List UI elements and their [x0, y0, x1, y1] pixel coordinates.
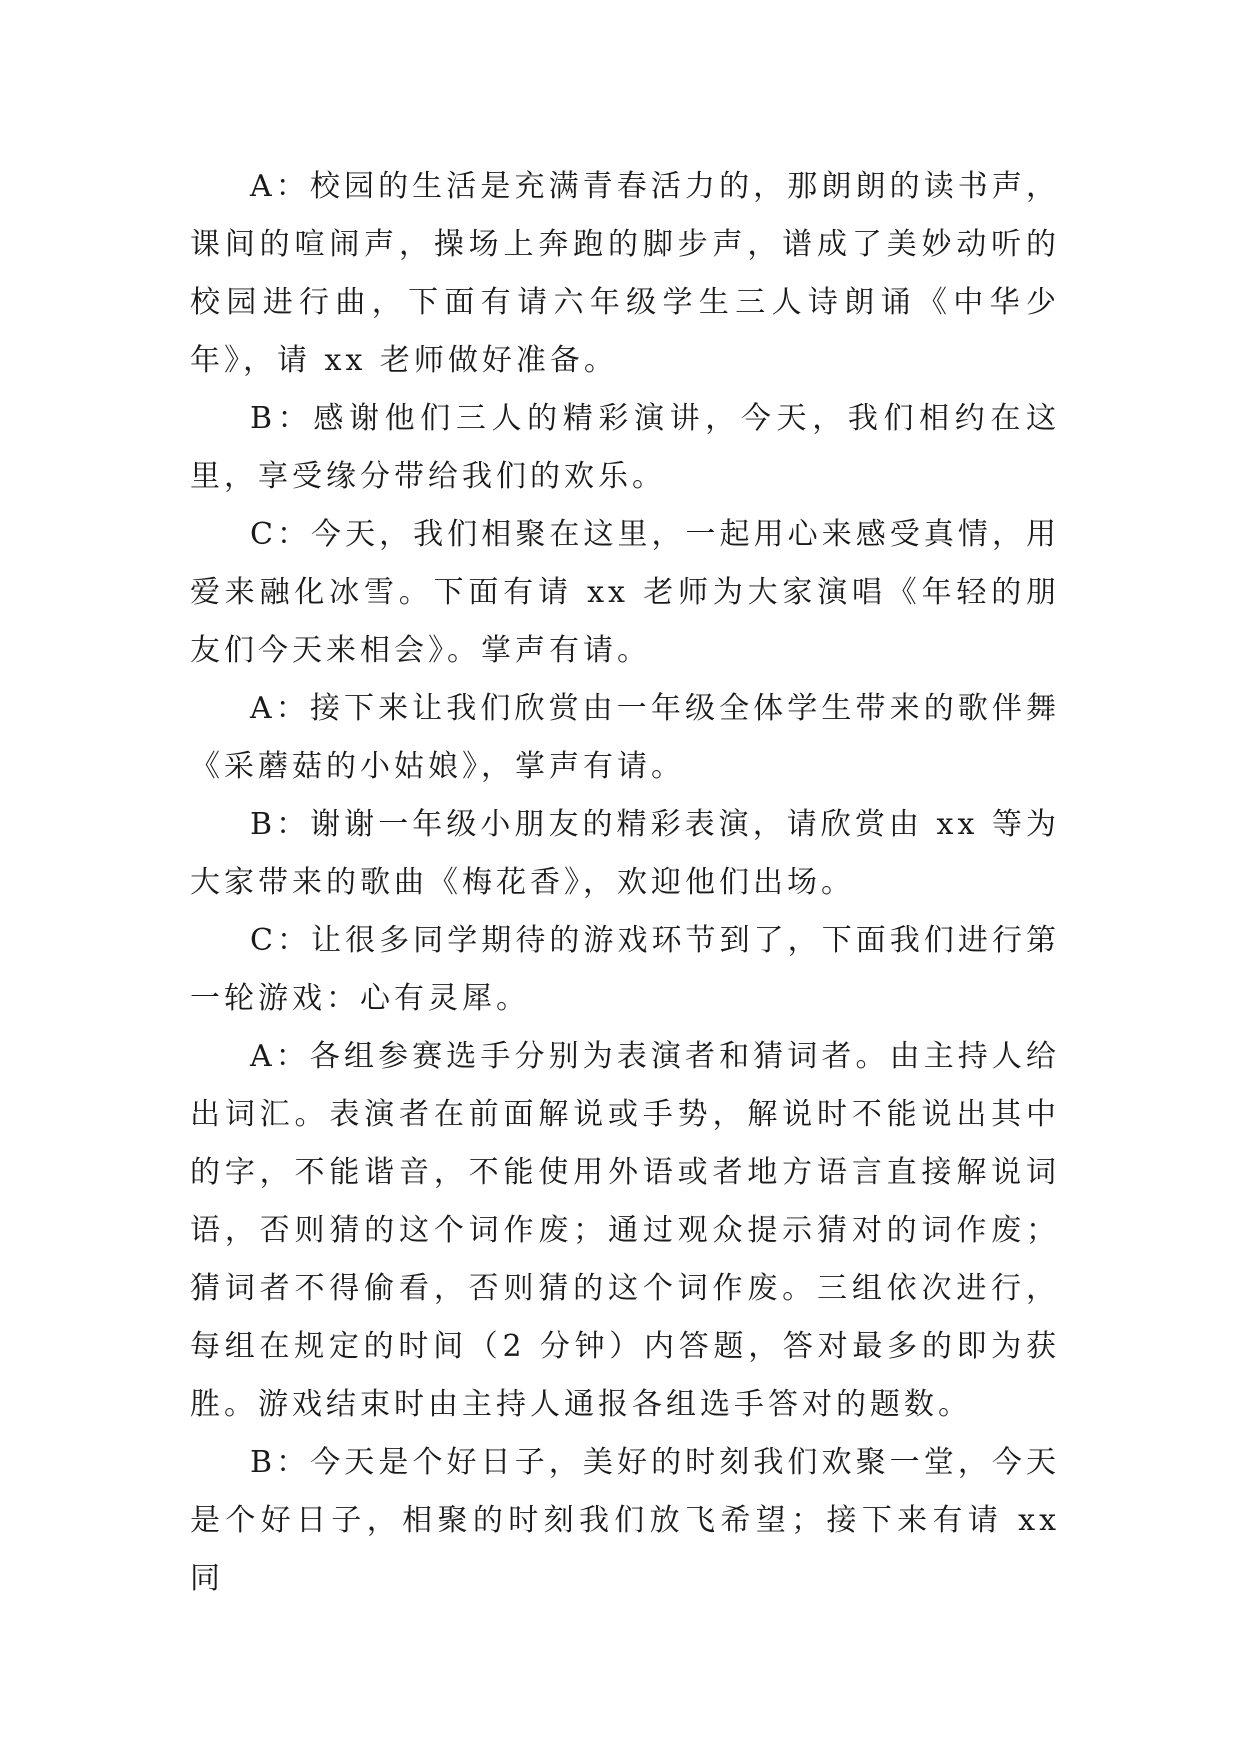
paragraph-host-c-game: C：让很多同学期待的游戏环节到了，下面我们进行第一轮游戏：心有灵犀。: [190, 923, 1060, 1016]
paragraph-host-b-thanks: B：感谢他们三人的精彩演讲，今天，我们相约在这里，享受缘分带给我们的欢乐。: [190, 401, 1060, 494]
paragraph-host-a-dance: A：接下来让我们欣赏由一年级全体学生带来的歌伴舞《采蘑菇的小姑娘》，掌声有请。: [190, 691, 1060, 784]
paragraph-host-a-intro: A：校园的生活是充满青春活力的，那朗朗的读书声，课间的喧闹声，操场上奔跑的脚步声，谱成了美妙动听的校园进行曲，下面有请六年级学生三人诗朗诵《中华少年》，请 xx 老师做好准备。: [190, 169, 1060, 378]
paragraph-host-b-closing: B：今天是个好日子，美好的时刻我们欢聚一堂，今天是个好日子，相聚的时刻我们放飞希望；接下来有请 xx 同: [190, 1445, 1060, 1596]
paragraph-host-b-song: B：谢谢一年级小朋友的精彩表演，请欣赏由 xx 等为大家带来的歌曲《梅花香》，欢迎他们出场。: [190, 807, 1060, 900]
paragraph-host-a-rules: A：各组参赛选手分别为表演者和猜词者。由主持人给出词汇。表演者在前面解说或手势，解说时不能说出其中的字，不能谐音，不能使用外语或者地方语言直接解说词语，否则猜的这个词作废；通过观众提示猜对的词作废；猜词者不得偷看，否则猜的这个词作废。三组依次进行，每组在规定的时间（2 分钟）内答题，答对最多的即为获胜。游戏结束时由主持人通报各组选手答对的题数。: [190, 1039, 1060, 1422]
document-body: [190, 158, 1060, 1608]
paragraph-host-c-song: C：今天，我们相聚在这里，一起用心来感受真情，用爱来融化冰雪。下面有请 xx 老师为大家演唱《年轻的朋友们今天来相会》。掌声有请。: [190, 517, 1060, 668]
